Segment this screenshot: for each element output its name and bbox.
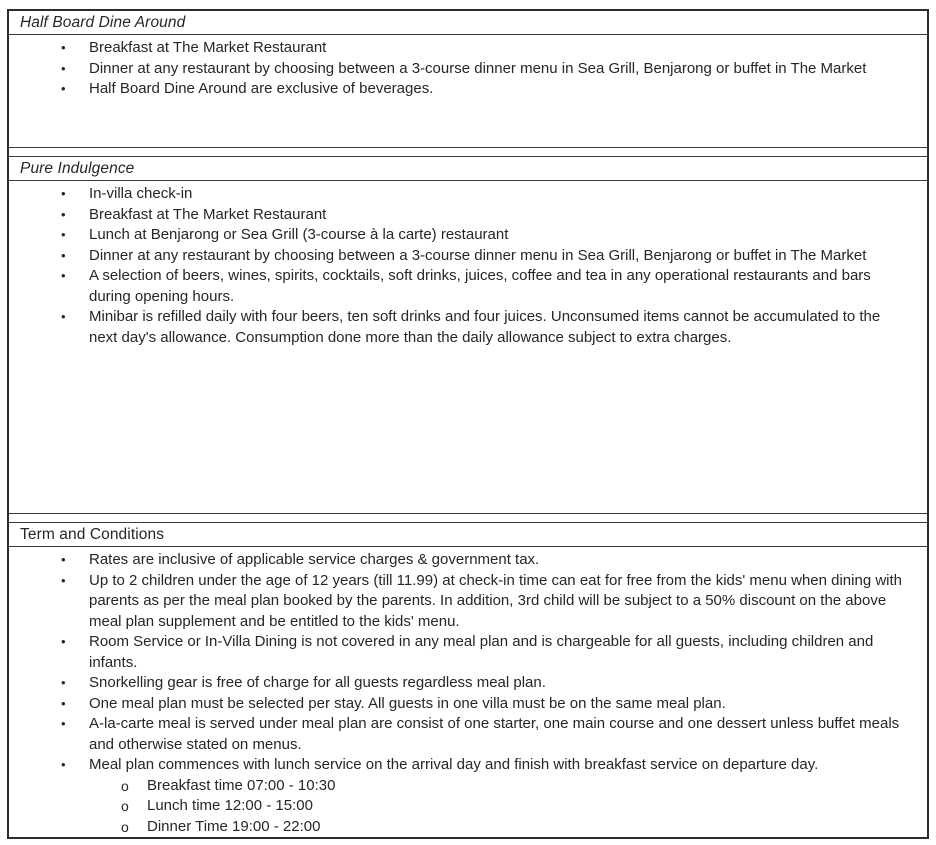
bullet-icon: • xyxy=(61,206,66,222)
sub-bullet-text: Lunch time 12:00 - 15:00 xyxy=(147,797,313,814)
section-title-term-and-conditions: Term and Conditions xyxy=(9,523,927,547)
bullet-icon: • xyxy=(61,309,66,324)
bullet-item xyxy=(9,79,927,100)
bullet-text: Up to 2 children under the age of 12 years (till 11.99) at check-in time can eat for free from the kids' menu when dining with parents as per the meal plan booked by the parents. In addition, 3rd child will be subject to a 50% discount on the above meal plan supplement and be entitled to the kids' menu. xyxy=(89,571,903,630)
bullet-text: Breakfast at The Market Restaurant xyxy=(89,205,327,223)
bullet-text: A selection of beers, wines, spirits, cocktails, soft drinks, juices, coffee and tea in any operational restaurants and bars during opening hours. xyxy=(89,267,871,305)
bullet-item xyxy=(9,307,927,348)
bullet-icon: • xyxy=(61,227,66,242)
bullet-list-term-and-conditions xyxy=(9,547,927,837)
bullet-text: One meal plan must be selected per stay. All guests in one villa must be on the same meal plan. xyxy=(89,694,726,712)
bullet-icon: • xyxy=(61,757,66,772)
section-half-board-dine-around xyxy=(9,11,927,148)
sub-bullet-item xyxy=(9,776,927,797)
bullet-item xyxy=(9,184,927,205)
bullet-item xyxy=(9,694,927,715)
bullet-text: Meal plan commences with lunch service on the arrival day and finish with breakfast service on departure day. xyxy=(89,756,819,773)
bullet-icon: • xyxy=(61,675,66,690)
meal-plan-document xyxy=(7,9,929,839)
sub-bullet-text: Dinner Time 19:00 - 22:00 xyxy=(147,817,321,835)
bullet-icon: • xyxy=(61,572,66,588)
bullet-icon: • xyxy=(61,695,66,711)
bullet-text: Dinner at any restaurant by choosing between a 3-course dinner menu in Sea Grill, Benjarong or buffet in The Market xyxy=(89,246,867,264)
bullet-text: A-la-carte meal is served under meal plan are consist of one starter, one main course and one dessert unless buffet meals and otherwise stated on menus. xyxy=(89,715,900,753)
circle-bullet-icon: o xyxy=(121,818,129,835)
bullet-item xyxy=(9,550,927,571)
circle-bullet-icon: o xyxy=(121,777,129,794)
section-term-and-conditions xyxy=(9,522,927,837)
bullet-text: Rates are inclusive of applicable service charges & government tax. xyxy=(89,551,540,568)
bullet-list-half-board xyxy=(9,35,927,147)
bullet-text: Snorkelling gear is free of charge for all guests regardless meal plan. xyxy=(89,674,546,691)
bullet-icon: • xyxy=(61,186,66,201)
bullet-icon: • xyxy=(61,40,66,55)
sub-bullet-item xyxy=(9,796,927,817)
bullet-item xyxy=(9,38,927,59)
bullet-icon: • xyxy=(61,60,66,76)
bullet-item xyxy=(9,266,927,307)
bullet-text: Minibar is refilled daily with four beers, ten soft drinks and four juices. Unconsumed items cannot be accumulated to the next day's allowance. Consumption done more than the daily allowance subject to extra charges. xyxy=(89,308,881,346)
bullet-text: Half Board Dine Around are exclusive of beverages. xyxy=(89,80,434,97)
section-title-pure-indulgence: Pure Indulgence xyxy=(9,157,927,181)
bullet-icon: • xyxy=(61,634,66,649)
bullet-text: Room Service or In-Villa Dining is not covered in any meal plan and is chargeable for all guests, including children and infants. xyxy=(89,633,874,671)
bullet-item xyxy=(9,632,927,673)
circle-bullet-icon: o xyxy=(121,798,129,814)
bullet-item xyxy=(9,755,927,776)
sub-bullet-item xyxy=(9,817,927,838)
bullet-icon: • xyxy=(61,268,66,283)
bullet-list-pure-indulgence xyxy=(9,181,927,513)
bullet-icon: • xyxy=(61,81,66,96)
bullet-text: Dinner at any restaurant by choosing between a 3-course dinner menu in Sea Grill, Benjarong or buffet in The Market xyxy=(89,59,867,77)
bullet-item xyxy=(9,59,927,80)
bullet-text: In-villa check-in xyxy=(89,185,193,202)
bullet-icon: • xyxy=(61,247,66,263)
bullet-item xyxy=(9,205,927,226)
bullet-icon: • xyxy=(61,552,66,567)
bullet-item xyxy=(9,571,927,633)
bullet-item xyxy=(9,225,927,246)
bullet-icon: • xyxy=(61,716,66,731)
section-pure-indulgence xyxy=(9,156,927,514)
bullet-item xyxy=(9,673,927,694)
bullet-text: Lunch at Benjarong or Sea Grill (3-course à la carte) restaurant xyxy=(89,226,509,243)
bullet-item xyxy=(9,246,927,267)
section-title-half-board: Half Board Dine Around xyxy=(9,11,927,35)
bullet-text: Breakfast at The Market Restaurant xyxy=(89,39,327,56)
sub-bullet-text: Breakfast time 07:00 - 10:30 xyxy=(147,776,336,794)
bullet-item xyxy=(9,714,927,755)
